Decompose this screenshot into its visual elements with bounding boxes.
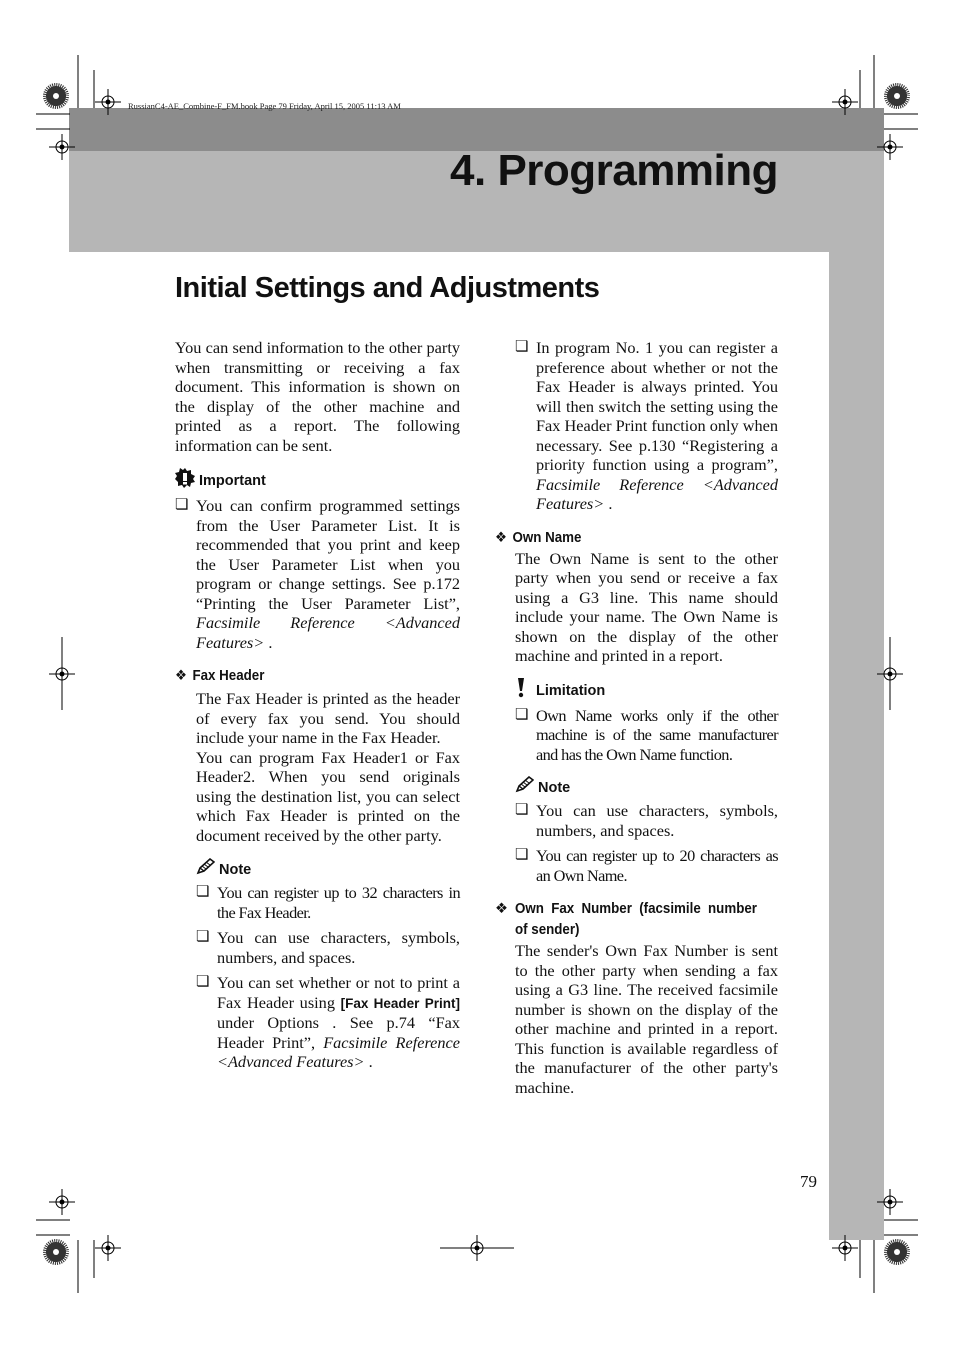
program-item: ❏ In program No. 1 you can register a preference about whether or not the Fax Header is always printed. You will then switch the setting using the Fax Header Print function only when necessary. See p.130 “Registering a priority function using a program”, Facsimile Reference <Advanced Features> . xyxy=(515,338,778,513)
fax-header-paragraph-2: You can program Fax Header1 or Fax Header2. When you send originals using the destination list, you can select which Fax Header is printed on the document received by the other party. xyxy=(196,747,460,845)
checkbox-icon: ❏ xyxy=(196,929,210,945)
note-item-2-left: ❏ You can use characters, symbols, numbers, and spaces. xyxy=(196,928,460,967)
fax-header-print-key: [Fax Header Print] xyxy=(340,995,460,1011)
checkbox-icon: ❏ xyxy=(515,847,529,863)
checkbox-icon: ❏ xyxy=(196,974,210,990)
diamond-bullet-icon: ❖ xyxy=(495,901,508,917)
fax-header-label: Fax Header xyxy=(192,668,265,684)
important-item-text: You can confirm programmed settings from the User Parameter List. It is recommended that you print and keep the User Parameter List when you program or change settings. See p.172 “Printing the User Parameter List”, xyxy=(196,496,460,613)
note-item-1-right: ❏ You can use characters, symbols, numbers, and spaces. xyxy=(515,801,778,840)
registration-mark xyxy=(884,1239,910,1265)
own-name-label: Own Name xyxy=(512,529,582,546)
section-title: Initial Settings and Adjustments xyxy=(175,272,600,304)
note-item-1-left: ❏ You can register up to 32 characters in the Fax Header. xyxy=(196,883,460,922)
limitation-label: Limitation xyxy=(536,682,606,699)
note-label-right: Note xyxy=(538,779,571,796)
page-number: 79 xyxy=(800,1172,817,1191)
checkbox-icon: ❏ xyxy=(515,706,529,723)
note-label-left: Note xyxy=(219,861,252,878)
fax-header-paragraph-1: The Fax Header is printed as the header of every fax you send. You should include your name in the Fax Header. xyxy=(196,689,460,747)
limitation-item: ❏ Own Name works only if the other machine is of the same manufacturer and has the Own Name function. xyxy=(515,705,778,764)
checkbox-icon: ❏ xyxy=(515,802,529,818)
registration-mark xyxy=(43,1239,69,1265)
registration-mark xyxy=(884,83,910,109)
checkbox-icon: ❏ xyxy=(175,497,189,513)
diamond-bullet-icon: ❖ xyxy=(495,529,507,546)
own-name-paragraph: The Own Name is sent to the other party when you send or receive a fax using a G3 line. This name should include your name. The Own Name is shown on the display of the other machine and printed in a report. xyxy=(515,548,778,665)
note-item-3-left: ❏ You can set whether or not to print a Fax Header using [Fax Header Print] under Options . See p.74 “Fax Header Print”, Facsimile Reference <Advanced Features> . xyxy=(196,973,460,1071)
intro-paragraph: You can send information to the other party when transmitting or receiving a fax document. This information is shown on the display of the other machine and printed as a report. The following information can be sent. xyxy=(175,338,460,455)
checkbox-icon: ❏ xyxy=(196,884,210,900)
important-item-end: . xyxy=(264,632,273,652)
file-info: RussianC4-AE_Combine-F_FM.book Page 79 Friday, April 15, 2005 11:13 AM xyxy=(128,101,401,111)
registration-mark xyxy=(43,83,69,109)
chapter-title: 4. Programming xyxy=(450,146,778,195)
own-fax-number-label: Own Fax Number (facsimile number of sender) xyxy=(515,901,757,938)
important-label: Important xyxy=(199,473,266,489)
own-fax-number-paragraph: The sender's Own Fax Number is sent to the other party when sending a fax using a G3 line. The received facsimile number is shown on the display of the other machine and printed in a report. This function is available regardless of the manufacturer of the other party's machine. xyxy=(515,941,778,1097)
note-item-2-right: ❏ You can register up to 20 characters as an Own Name. xyxy=(515,846,778,885)
important-item-ref: Facsimile Reference <Advanced Features> xyxy=(196,613,460,652)
checkbox-icon: ❏ xyxy=(515,339,529,355)
diamond-bullet-icon: ❖ xyxy=(175,668,187,684)
